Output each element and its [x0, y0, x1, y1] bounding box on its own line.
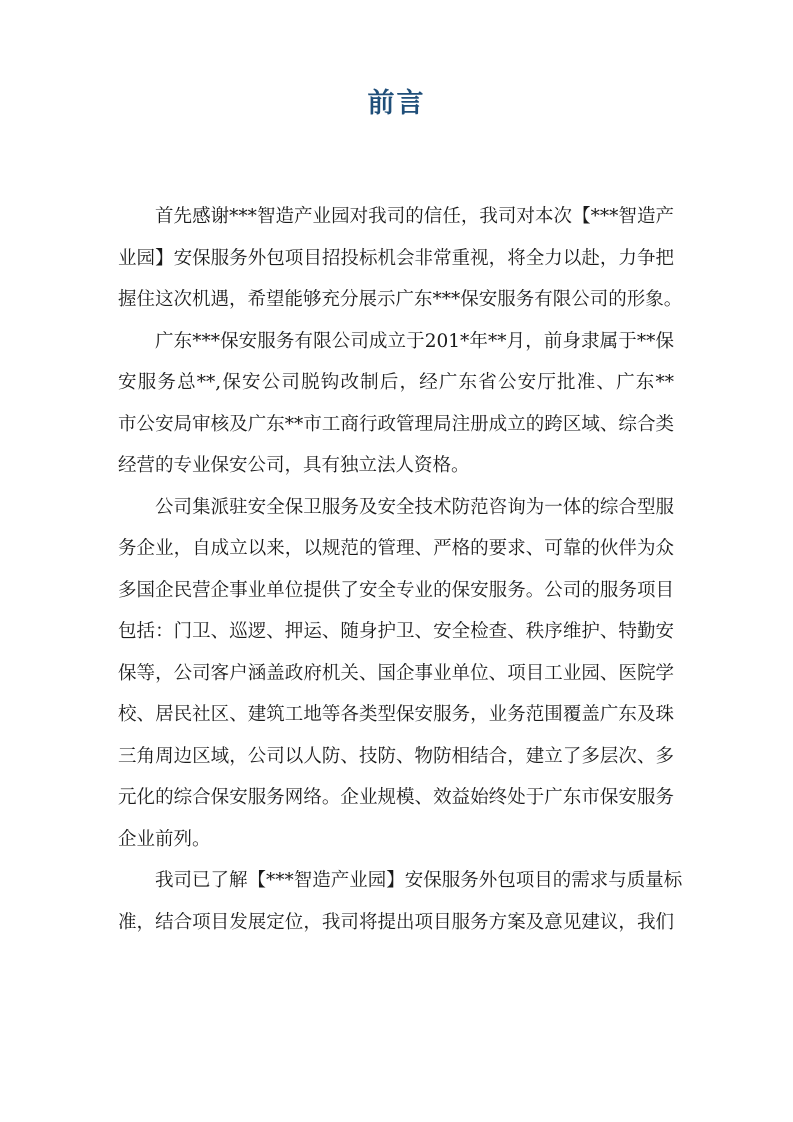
text-line: 握住这次机遇，希望能够充分展示广东***保安服务有限公司的形象。	[118, 289, 683, 310]
text-line: 包括：门卫、巡逻、押运、随身护卫、安全检查、秩序维护、特勤安	[118, 621, 674, 642]
text-line: 多国企民营企事业单位提供了安全专业的保安服务。公司的服务项目	[118, 579, 674, 601]
text-line: 市公安局审核及广东**市工商行政管理局注册成立的跨区域、综合类	[118, 413, 674, 435]
text-line: 企业前列。	[118, 828, 211, 850]
text-line: 保等，公司客户涵盖政府机关、国企事业单位、项目工业园、医院学	[118, 662, 674, 684]
text-line: 三角周边区域，公司以人防、技防、物防相结合，建立了多层次、多	[118, 745, 674, 767]
text-line: 业园】安保服务外包项目招投标机会非常重视，将全力以赴，力争把	[118, 247, 674, 269]
text-line: 准，结合项目发展定位，我司将提出项目服务方案及意见建议，我们	[118, 911, 674, 933]
text-line: 首先感谢***智造产业园对我司的信任，我司对本次【***智造产	[155, 206, 674, 227]
page-title: 前言	[367, 88, 426, 119]
text-line: 广东***保安服务有限公司成立于201*年**月，前身隶属于**保	[155, 330, 674, 352]
paragraph-intro	[118, 196, 683, 321]
paragraph-company-background	[118, 321, 674, 487]
paragraph-company-services	[118, 487, 674, 861]
text-line: 元化的综合保安服务网络。企业规模、效益始终处于广东市保安服务	[118, 787, 674, 808]
text-line: 安服务总**,保安公司脱钩改制后，经广东省公安厅批准、广东**	[118, 372, 674, 393]
paragraph-project-understanding	[118, 860, 683, 943]
text-line: 公司集派驻安全保卫服务及安全技术防范咨询为一体的综合型服	[155, 496, 674, 518]
text-line: 我司已了解【***智造产业园】安保服务外包项目的需求与质量标	[155, 870, 683, 891]
body-text	[118, 196, 683, 943]
text-line: 校、居民社区、建筑工地等各类型保安服务，业务范围覆盖广东及珠	[118, 704, 674, 725]
text-line: 经营的专业保安公司，具有独立法人资格。	[118, 455, 470, 476]
text-line: 务企业，自成立以来，以规范的管理、严格的要求、可靠的伙伴为众	[118, 538, 674, 559]
